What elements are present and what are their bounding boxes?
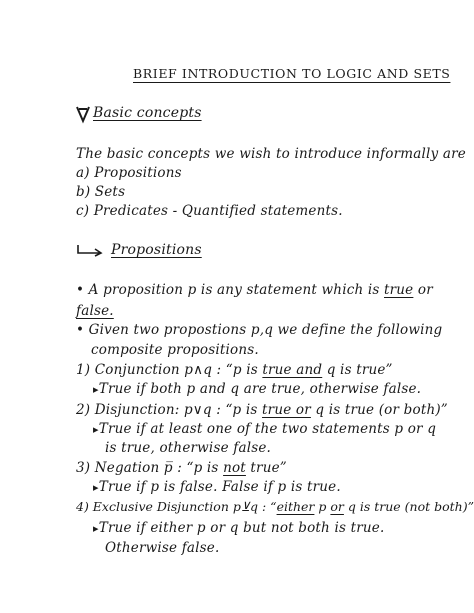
section-heading-basic-concepts: Basic concepts (93, 105, 202, 121)
or-word: or (330, 499, 344, 514)
given-line-2: composite propositions. (91, 342, 259, 358)
arrow-bullet-icon (76, 243, 106, 257)
section-heading-propositions: Propositions (111, 242, 202, 258)
xor-desc-text: True if either p or q but not both is true. (98, 520, 385, 536)
list-item: b) Sets (76, 184, 126, 200)
bullet-dot-icon: • (76, 322, 89, 338)
xor-tail: q is true (not both)” (347, 499, 474, 514)
list-item: a) Propositions (76, 165, 182, 181)
definition-text: A proposition p is any statement which is (88, 282, 380, 298)
xor-p: p (318, 499, 327, 514)
checkmark-bullet-icon (76, 106, 90, 122)
false-word: false. (76, 303, 114, 319)
negation-desc-text: True if p is false. False if p is true. (98, 479, 341, 495)
list-item: c) Predicates - Quantified statements. (76, 203, 343, 219)
negation-desc (93, 479, 341, 495)
triangle-arrow-icon: ▸ (93, 423, 99, 436)
proposition-definition-line (76, 282, 433, 298)
negation-tail: true” (250, 460, 287, 476)
conjunction-desc (93, 381, 421, 397)
disjunction-head: 2) Disjunction: p∨q : “p is (76, 402, 258, 418)
given-text: Given two propostions p,q we define the following (88, 322, 443, 338)
conjunction-line (76, 362, 393, 378)
or-word: or (417, 282, 433, 298)
true-word: true (384, 282, 414, 298)
conjunction-head: 1) Conjunction p∧q : “p is (76, 362, 258, 378)
basic-concepts-intro: The basic concepts we wish to introduce informally are (76, 146, 466, 162)
true-or-word: true or (262, 402, 311, 418)
disjunction-tail: q is true (or both)” (315, 402, 448, 418)
disjunction-desc-text: True if at least one of the two statements p or q (98, 421, 437, 437)
xor-head: 4) Exclusive Disjunction p⊻q : “ (76, 499, 277, 514)
negation-line (76, 460, 287, 476)
disjunction-desc (93, 421, 436, 437)
triangle-arrow-icon: ▸ (93, 383, 99, 396)
triangle-arrow-icon: ▸ (93, 481, 99, 494)
disjunction-desc-2: is true, otherwise false. (105, 440, 272, 456)
true-and-word: true and (262, 362, 323, 378)
negation-head: 3) Negation p̅ : “p is (76, 460, 219, 476)
page-title: BRIEF INTRODUCTION TO LOGIC AND SETS (133, 66, 451, 81)
exclusive-disjunction-desc-2: Otherwise false. (105, 540, 220, 556)
not-word: not (223, 460, 246, 476)
given-line (76, 322, 442, 338)
exclusive-disjunction-desc (93, 520, 384, 536)
either-word: either (276, 499, 315, 514)
disjunction-line (76, 402, 448, 418)
triangle-arrow-icon: ▸ (93, 522, 99, 535)
conjunction-desc-text: True if both p and q are true, otherwise false. (98, 381, 422, 397)
exclusive-disjunction-line (76, 499, 474, 514)
conjunction-tail: q is true” (326, 362, 393, 378)
bullet-dot-icon: • (76, 282, 89, 298)
